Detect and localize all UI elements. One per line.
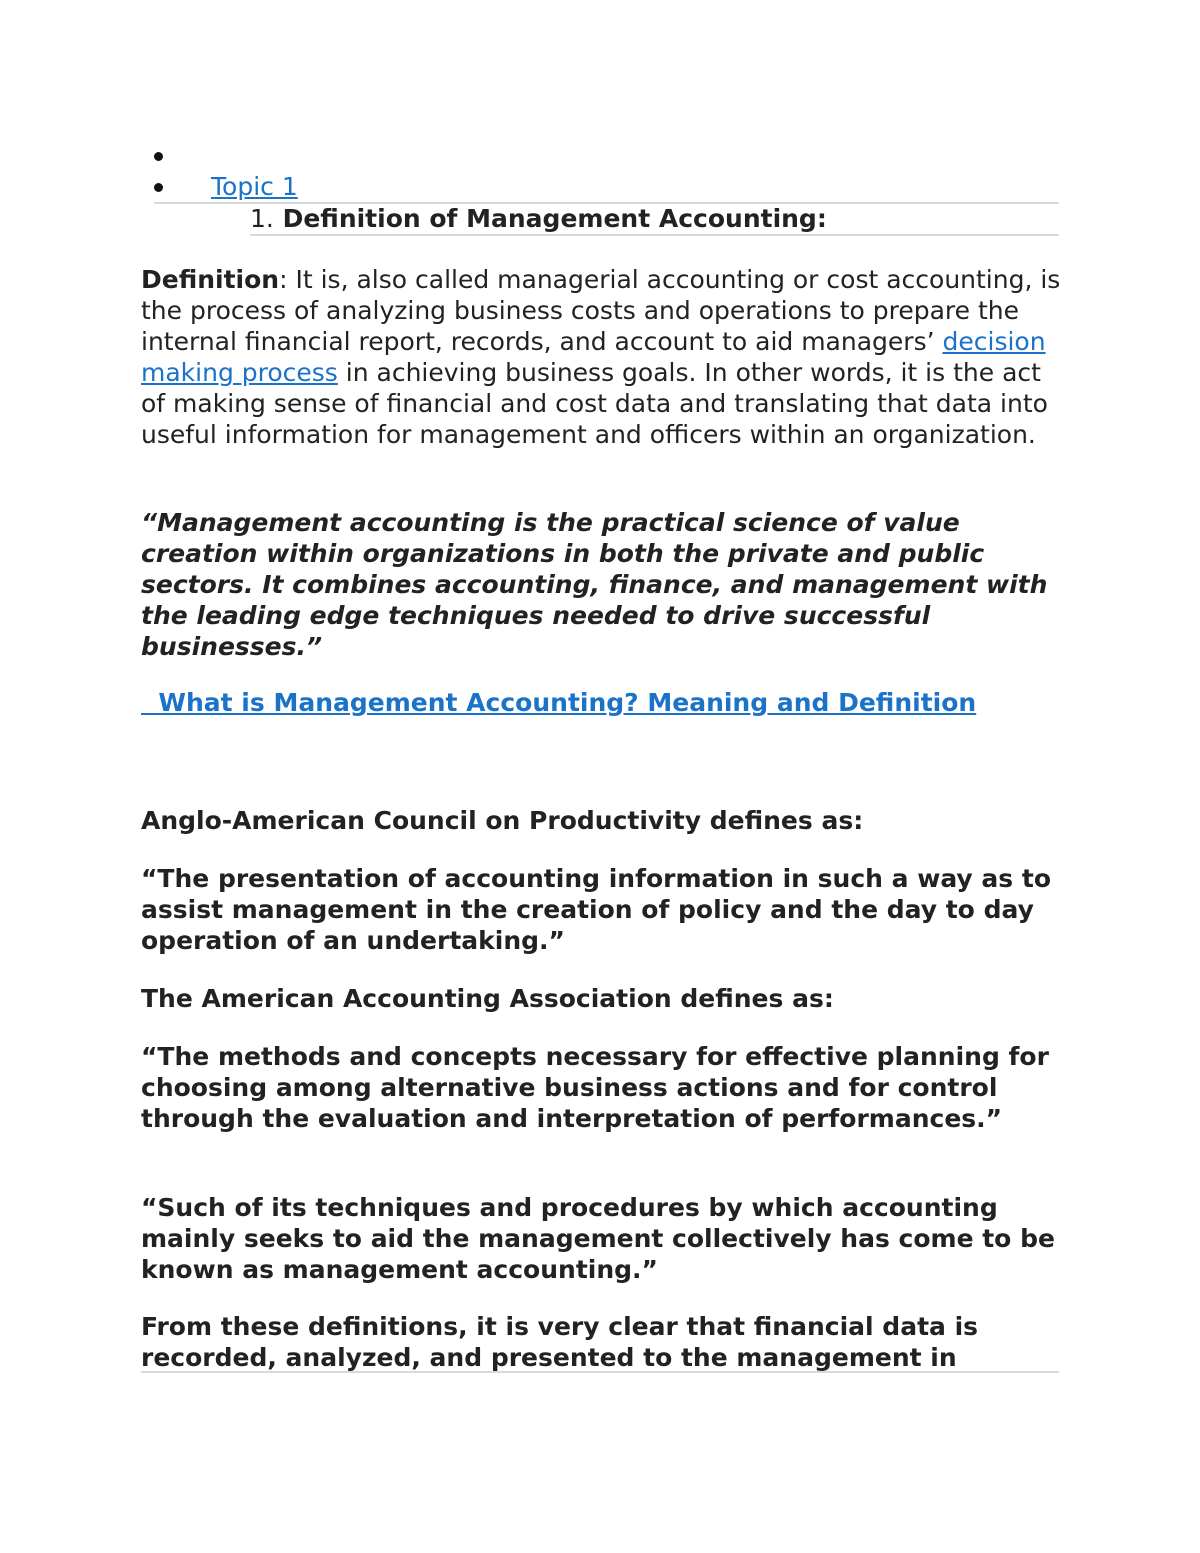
conclusion-paragraph: From these definitions, it is very clear that financial data is recorded, analyzed, and presented to the management in (141, 1312, 979, 1372)
bullet-icon (154, 183, 163, 192)
definition-label: Definition (141, 265, 280, 294)
list-item-topic (154, 172, 354, 202)
page-bottom-divider (141, 1371, 1059, 1373)
bullet-icon (154, 152, 163, 161)
techniques-quote: “Such of its techniques and procedures by which accounting mainly seeks to aid the management collectively has come to be known as management accounting.” (141, 1193, 1055, 1284)
aaa-intro: The American Accounting Association defines as: (141, 984, 834, 1013)
source-link-paragraph (141, 687, 1071, 718)
section-heading (250, 204, 827, 234)
anglo-quote: “The presentation of accounting information in such a way as to assist management in the creation of policy and the day to day operation of an undertaking.” (141, 864, 1052, 955)
heading-text: Definition of Management Accounting: (282, 204, 827, 233)
aaa-quote: “The methods and concepts necessary for effective planning for choosing among alternative business actions and for control through the evaluation and interpretation of performances.” (141, 1042, 1049, 1133)
definition-paragraph (141, 264, 1071, 450)
definition-text-1: : It is, also called managerial accounting or cost accounting, is the process of analyzing business costs and operations to prepare the internal financial report, records, and account to aid managers’ (141, 265, 1061, 356)
heading-number: 1. (250, 204, 274, 233)
topic-link[interactable]: Topic 1 (211, 172, 298, 201)
source-link[interactable]: What is Management Accounting? Meaning and Definition (141, 688, 977, 717)
anglo-intro: Anglo-American Council on Productivity defines as: (141, 806, 864, 835)
decision-making-link[interactable]: decision making process (141, 327, 1046, 387)
quote-management-accounting: “Management accounting is the practical science of value creation within organizations in both the private and public sectors. It combines accounting, finance, and management with the leading edge techniques needed to drive successful businesses.” (141, 508, 1048, 661)
divider (250, 234, 1059, 236)
definition-text-2: in achieving business goals. In other words, it is the act of making sense of financial and cost data and translating that data into useful information for management and officers within an organization. (141, 358, 1048, 449)
